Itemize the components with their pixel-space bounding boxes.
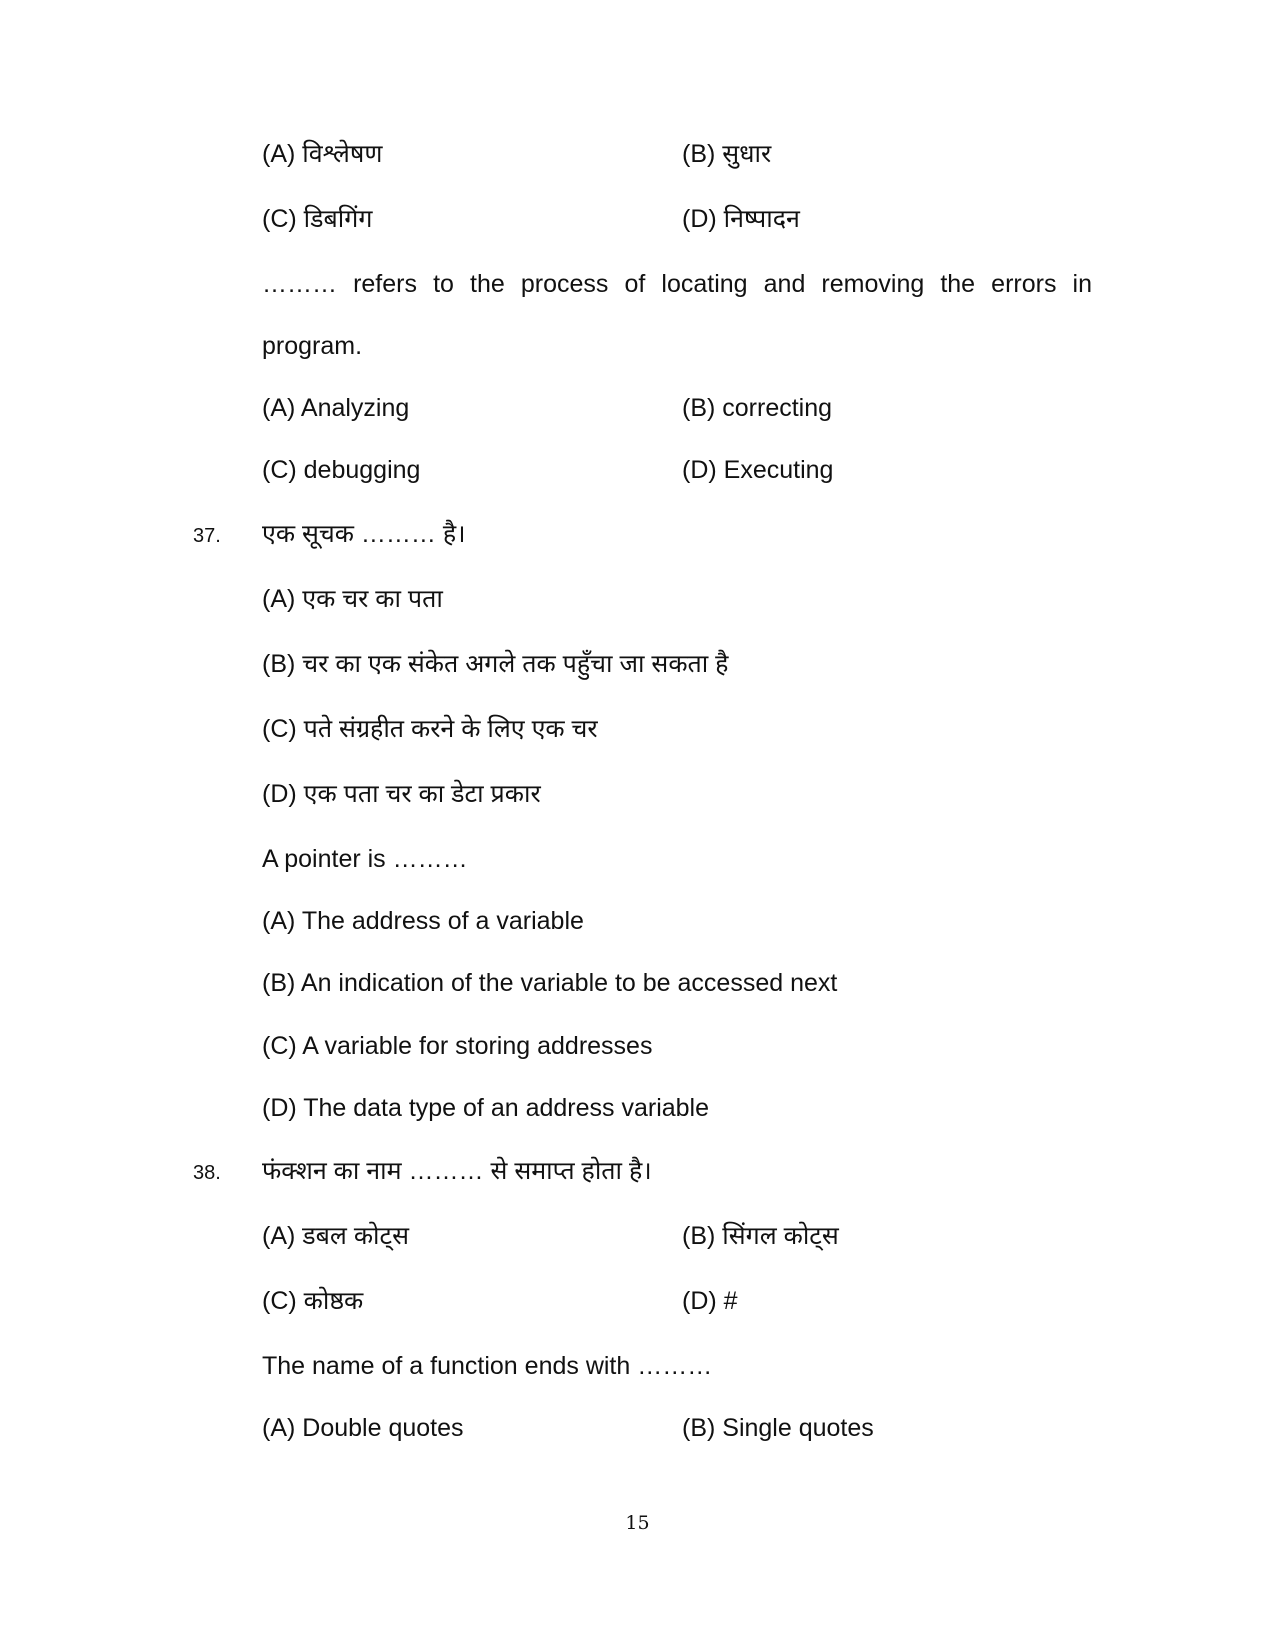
q38-en-stem: The name of a function ends with ………: [262, 1352, 713, 1380]
q38-hi-option-d: (D) #: [682, 1287, 738, 1315]
q37-number: 37.: [193, 525, 221, 547]
q38-number: 38.: [193, 1162, 221, 1184]
page-number: 15: [625, 1512, 650, 1534]
q37-hi-stem: एक सूचक ……… है।: [262, 520, 466, 548]
q38-hi-option-b: (B) सिंगल कोट्स: [682, 1222, 839, 1250]
q37-en-option-a: (A) The address of a variable: [262, 907, 584, 935]
q36-en-option-c: (C) debugging: [262, 456, 421, 484]
q36-en-option-b: (B) correcting: [682, 394, 833, 422]
q36-en-option-d: (D) Executing: [682, 456, 834, 484]
q36-en-stem-line2: program.: [262, 332, 363, 360]
q36-en-stem-line1: ……… refers to the process of locating and removing the errors in: [262, 270, 1092, 298]
q37-hi-option-b: (B) चर का एक संकेत अगले तक पहुँचा जा सकता है: [262, 650, 729, 678]
q37-en-option-b: (B) An indication of the variable to be accessed next: [262, 969, 838, 997]
q36-en-option-a: (A) Analyzing: [262, 394, 410, 422]
q37-hi-option-c: (C) पते संग्रहीत करने के लिए एक चर: [262, 715, 598, 743]
q36-hi-option-a: (A) विश्लेषण: [262, 140, 383, 168]
q38-hi-stem: फंक्शन का नाम ……… से समाप्त होता है।: [262, 1157, 652, 1185]
q37-en-stem: A pointer is ………: [262, 845, 468, 873]
q37-en-option-d: (D) The data type of an address variable: [262, 1094, 710, 1122]
q36-hi-option-d: (D) निष्पादन: [682, 205, 800, 233]
q38-en-option-a: (A) Double quotes: [262, 1414, 464, 1442]
q37-en-option-c: (C) A variable for storing addresses: [262, 1032, 653, 1060]
q38-hi-option-a: (A) डबल कोट्स: [262, 1222, 409, 1250]
q36-hi-option-b: (B) सुधार: [682, 140, 772, 168]
q37-hi-option-d: (D) एक पता चर का डेटा प्रकार: [262, 780, 541, 808]
q36-hi-option-c: (C) डिबगिंग: [262, 205, 373, 233]
q37-hi-option-a: (A) एक चर का पता: [262, 585, 443, 613]
q38-hi-option-c: (C) कोष्ठक: [262, 1287, 364, 1315]
q38-en-option-b: (B) Single quotes: [682, 1414, 874, 1442]
